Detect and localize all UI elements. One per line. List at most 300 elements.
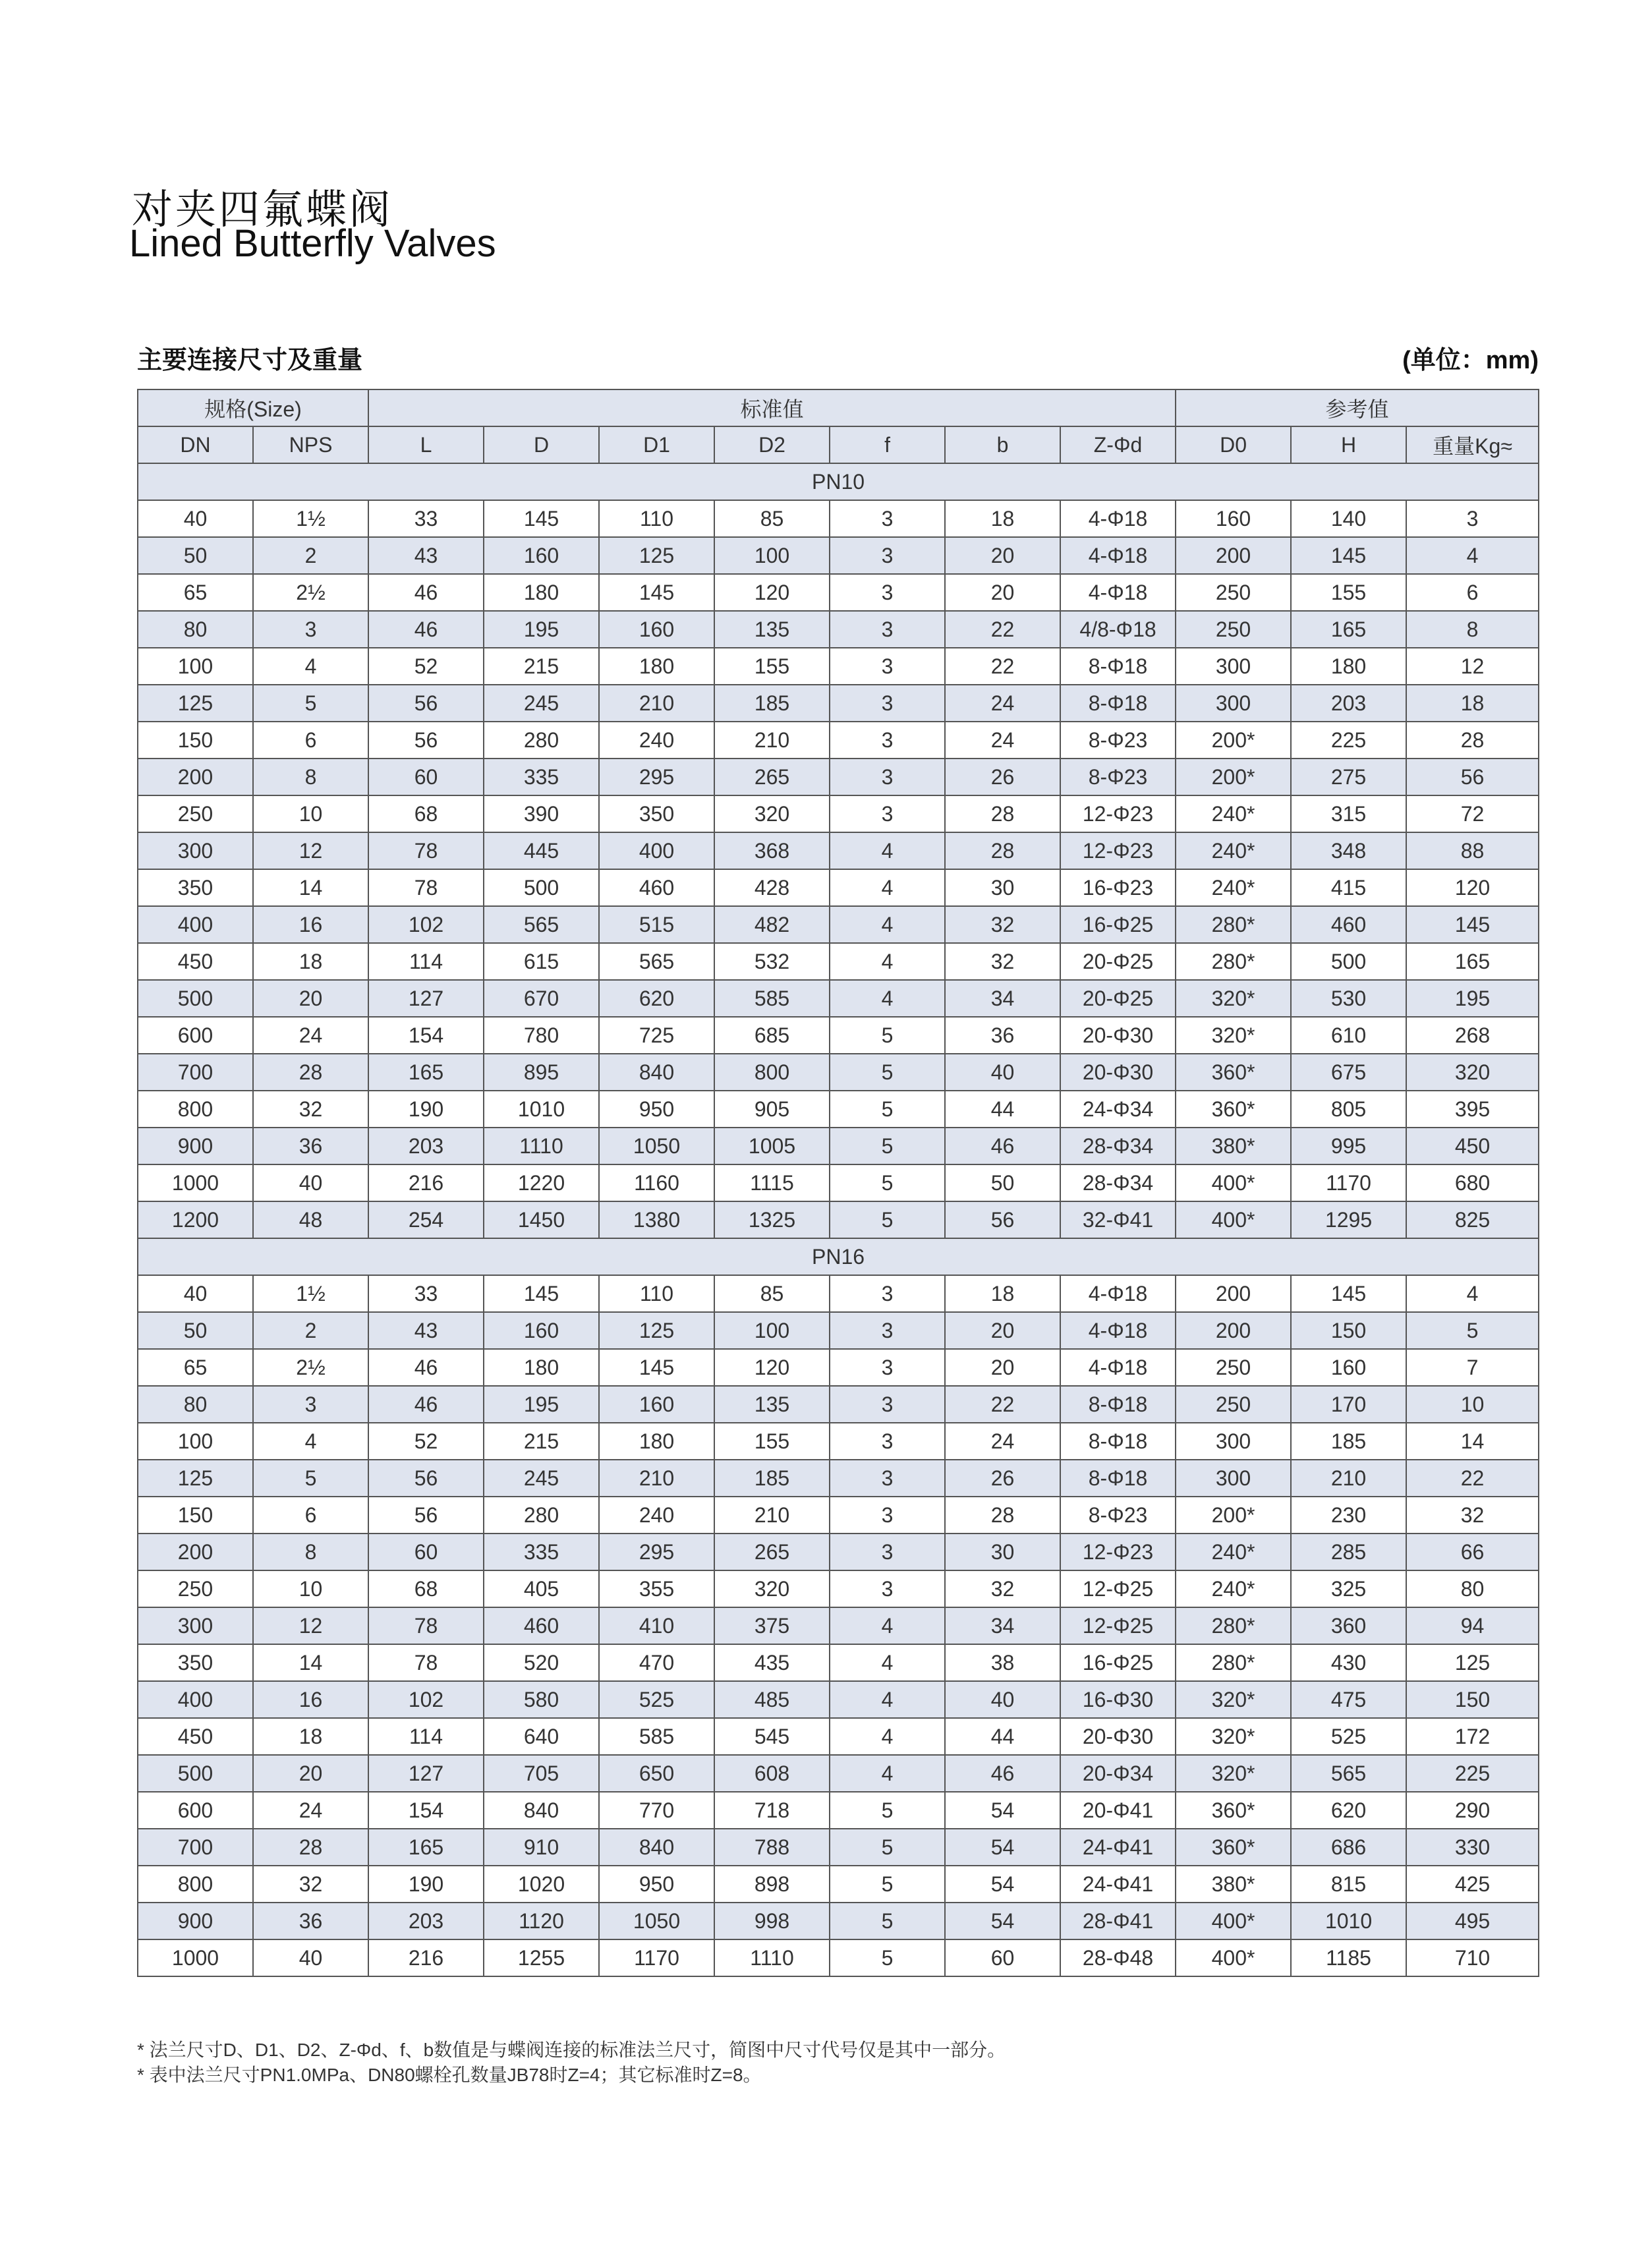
table-row — [138, 1091, 1539, 1128]
table-cell: 240* — [1176, 1570, 1291, 1607]
table-cell: 36 — [945, 1017, 1060, 1054]
table-cell: 6 — [1406, 574, 1539, 611]
table-cell: 100 — [714, 537, 830, 574]
table-cell: 180 — [1291, 648, 1406, 685]
table-cell: 120 — [714, 574, 830, 611]
table-cell: 102 — [368, 906, 484, 943]
table-row — [138, 537, 1539, 574]
table-cell: 8 — [253, 759, 368, 795]
table-cell: 48 — [253, 1201, 368, 1238]
table-cell: 640 — [484, 1718, 599, 1755]
table-cell: 50 — [945, 1164, 1060, 1201]
table-cell: 280 — [484, 722, 599, 759]
table-cell: 998 — [714, 1903, 830, 1939]
table-row — [138, 1386, 1539, 1423]
table-cell: 140 — [1291, 500, 1406, 537]
table-cell: 254 — [368, 1201, 484, 1238]
table-cell: 290 — [1406, 1792, 1539, 1829]
table-cell: 710 — [1406, 1939, 1539, 1976]
table-cell: 320* — [1176, 1755, 1291, 1792]
table-cell: 1120 — [484, 1903, 599, 1939]
table-row — [138, 759, 1539, 795]
table-cell: 425 — [1406, 1866, 1539, 1903]
table-cell: 200* — [1176, 759, 1291, 795]
table-cell: 44 — [945, 1718, 1060, 1755]
table-cell: 770 — [599, 1792, 714, 1829]
table-cell: 78 — [368, 832, 484, 869]
table-cell: 995 — [1291, 1128, 1406, 1164]
table-cell: 380* — [1176, 1866, 1291, 1903]
table-cell: 16-Φ23 — [1060, 869, 1176, 906]
table-cell: 6 — [253, 722, 368, 759]
table-cell: 435 — [714, 1644, 830, 1681]
table-cell: 20-Φ30 — [1060, 1017, 1176, 1054]
table-cell: 1450 — [484, 1201, 599, 1238]
table-cell: 185 — [714, 685, 830, 722]
table-cell: 18 — [1406, 685, 1539, 722]
table-cell: 2½ — [253, 1349, 368, 1386]
table-cell: 450 — [1406, 1128, 1539, 1164]
table-cell: 608 — [714, 1755, 830, 1792]
table-cell: 5 — [830, 1054, 945, 1091]
table-cell: 145 — [484, 500, 599, 537]
table-row — [138, 1423, 1539, 1460]
table-cell: 950 — [599, 1091, 714, 1128]
table-cell: 5 — [253, 1460, 368, 1497]
table-cell: 8-Φ23 — [1060, 1497, 1176, 1534]
table-cell: 275 — [1291, 759, 1406, 795]
table-cell: 203 — [368, 1128, 484, 1164]
table-cell: 80 — [1406, 1570, 1539, 1607]
table-cell: 4 — [830, 1718, 945, 1755]
table-cell: 32-Φ41 — [1060, 1201, 1176, 1238]
table-cell: 1½ — [253, 1275, 368, 1312]
table-cell: 72 — [1406, 795, 1539, 832]
table-cell: 450 — [138, 1718, 253, 1755]
table-cell: 16 — [253, 906, 368, 943]
table-cell: 150 — [1406, 1681, 1539, 1718]
header-reference-group: 参考值 — [1176, 389, 1539, 426]
table-row — [138, 500, 1539, 537]
table-cell: 125 — [599, 537, 714, 574]
table-cell: 8-Φ18 — [1060, 1460, 1176, 1497]
table-cell: 225 — [1291, 722, 1406, 759]
table-cell: 4 — [830, 943, 945, 980]
table-row — [138, 1312, 1539, 1349]
table-row — [138, 1866, 1539, 1903]
table-cell: 145 — [1291, 537, 1406, 574]
table-cell: 165 — [368, 1054, 484, 1091]
table-cell: 1115 — [714, 1164, 830, 1201]
table-cell: 295 — [599, 759, 714, 795]
table-cell: 3 — [830, 1275, 945, 1312]
table-cell: 200 — [1176, 537, 1291, 574]
table-cell: 46 — [945, 1128, 1060, 1164]
table-cell: 8 — [253, 1534, 368, 1570]
table-cell: 240* — [1176, 832, 1291, 869]
table-cell: 8-Φ23 — [1060, 759, 1176, 795]
table-cell: 180 — [599, 648, 714, 685]
table-cell: 40 — [138, 500, 253, 537]
table-row — [138, 832, 1539, 869]
table-cell: 114 — [368, 1718, 484, 1755]
table-cell: 14 — [253, 1644, 368, 1681]
table-cell: 3 — [830, 1349, 945, 1386]
table-cell: 580 — [484, 1681, 599, 1718]
table-cell: 195 — [484, 611, 599, 648]
table-cell: 18 — [945, 1275, 1060, 1312]
table-cell: 145 — [599, 574, 714, 611]
table-cell: 320 — [714, 795, 830, 832]
table-cell: 54 — [945, 1829, 1060, 1866]
table-cell: 4/8-Φ18 — [1060, 611, 1176, 648]
table-cell: 675 — [1291, 1054, 1406, 1091]
table-row — [138, 1939, 1539, 1976]
table-cell: 350 — [599, 795, 714, 832]
table-cell: 33 — [368, 500, 484, 537]
table-row — [138, 574, 1539, 611]
table-cell: 52 — [368, 648, 484, 685]
table-cell: 520 — [484, 1644, 599, 1681]
table-cell: 210 — [714, 1497, 830, 1534]
table-cell: 400 — [138, 906, 253, 943]
table-cell: 840 — [599, 1054, 714, 1091]
header-column-row — [138, 426, 1539, 463]
table-cell: 950 — [599, 1866, 714, 1903]
table-cell: 240* — [1176, 869, 1291, 906]
table-cell: 190 — [368, 1091, 484, 1128]
table-cell: 4-Φ18 — [1060, 537, 1176, 574]
table-cell: 65 — [138, 574, 253, 611]
table-cell: 145 — [1406, 906, 1539, 943]
table-cell: 160 — [484, 1312, 599, 1349]
table-cell: 210 — [599, 1460, 714, 1497]
table-cell: 1050 — [599, 1128, 714, 1164]
table-cell: 1220 — [484, 1164, 599, 1201]
table-cell: 210 — [599, 685, 714, 722]
table-cell: 200* — [1176, 722, 1291, 759]
table-cell: 300 — [1176, 1423, 1291, 1460]
table-cell: 410 — [599, 1607, 714, 1644]
table-cell: 180 — [484, 574, 599, 611]
header-standard-group: 标准值 — [368, 389, 1176, 426]
table-cell: 360 — [1291, 1607, 1406, 1644]
table-cell: 375 — [714, 1607, 830, 1644]
table-cell: 670 — [484, 980, 599, 1017]
table-cell: 686 — [1291, 1829, 1406, 1866]
table-cell: 650 — [599, 1755, 714, 1792]
table-cell: 160 — [484, 537, 599, 574]
table-body — [138, 463, 1539, 1976]
table-cell: 360* — [1176, 1054, 1291, 1091]
table-cell: 530 — [1291, 980, 1406, 1017]
table-cell: 40 — [945, 1054, 1060, 1091]
table-cell: 3 — [830, 1386, 945, 1423]
table-row — [138, 1607, 1539, 1644]
table-cell: 300 — [1176, 648, 1291, 685]
table-cell: 250 — [1176, 574, 1291, 611]
table-cell: 585 — [714, 980, 830, 1017]
table-cell: 50 — [138, 1312, 253, 1349]
table-row — [138, 943, 1539, 980]
table-cell: 5 — [830, 1201, 945, 1238]
table-cell: 5 — [830, 1903, 945, 1939]
table-cell: 26 — [945, 759, 1060, 795]
table-cell: 12-Φ25 — [1060, 1570, 1176, 1607]
table-cell: 1295 — [1291, 1201, 1406, 1238]
table-cell: 32 — [945, 906, 1060, 943]
table-cell: 430 — [1291, 1644, 1406, 1681]
table-row — [138, 1201, 1539, 1238]
table-cell: 5 — [1406, 1312, 1539, 1349]
table-cell: 532 — [714, 943, 830, 980]
table-cell: 360* — [1176, 1091, 1291, 1128]
table-cell: 525 — [1291, 1718, 1406, 1755]
table-cell: 705 — [484, 1755, 599, 1792]
table-cell: 400 — [138, 1681, 253, 1718]
table-cell: 898 — [714, 1866, 830, 1903]
table-cell: 780 — [484, 1017, 599, 1054]
table-cell: 400 — [599, 832, 714, 869]
table-cell: 43 — [368, 1312, 484, 1349]
table-cell: 26 — [945, 1460, 1060, 1497]
table-cell: 150 — [1291, 1312, 1406, 1349]
table-cell: 470 — [599, 1644, 714, 1681]
table-cell: 3 — [830, 611, 945, 648]
table-cell: 43 — [368, 537, 484, 574]
table-cell: 460 — [599, 869, 714, 906]
table-cell: 85 — [714, 500, 830, 537]
table-cell: 1010 — [1291, 1903, 1406, 1939]
table-cell: 2 — [253, 1312, 368, 1349]
table-cell: 250 — [1176, 1349, 1291, 1386]
table-cell: 20-Φ30 — [1060, 1718, 1176, 1755]
table-cell: 160 — [1176, 500, 1291, 537]
table-cell: 20-Φ41 — [1060, 1792, 1176, 1829]
table-cell: 210 — [1291, 1460, 1406, 1497]
table-row — [138, 685, 1539, 722]
table-cell: 24 — [945, 685, 1060, 722]
table-cell: 210 — [714, 722, 830, 759]
table-row — [138, 1349, 1539, 1386]
table-cell: 20-Φ25 — [1060, 980, 1176, 1017]
table-cell: 1000 — [138, 1164, 253, 1201]
table-cell: 355 — [599, 1570, 714, 1607]
table-cell: 320* — [1176, 1681, 1291, 1718]
table-cell: 685 — [714, 1017, 830, 1054]
table-cell: 280* — [1176, 943, 1291, 980]
column-header-d2: D2 — [714, 426, 830, 463]
table-cell: 24-Φ34 — [1060, 1091, 1176, 1128]
table-cell: 1160 — [599, 1164, 714, 1201]
pressure-section-row — [138, 463, 1539, 500]
table-cell: 32 — [253, 1866, 368, 1903]
table-cell: 180 — [599, 1423, 714, 1460]
table-cell: 280* — [1176, 906, 1291, 943]
table-cell: 320* — [1176, 1718, 1291, 1755]
table-cell: 4 — [830, 869, 945, 906]
table-cell: 1325 — [714, 1201, 830, 1238]
table-cell: 52 — [368, 1423, 484, 1460]
table-cell: 250 — [1176, 1386, 1291, 1423]
table-cell: 315 — [1291, 795, 1406, 832]
table-cell: 3 — [830, 1460, 945, 1497]
table-cell: 245 — [484, 1460, 599, 1497]
table-cell: 16-Φ25 — [1060, 906, 1176, 943]
table-cell: 450 — [138, 943, 253, 980]
table-cell: 5 — [830, 1829, 945, 1866]
table-cell: 154 — [368, 1017, 484, 1054]
table-cell: 216 — [368, 1939, 484, 1976]
table-cell: 20 — [253, 980, 368, 1017]
table-cell: 190 — [368, 1866, 484, 1903]
table-cell: 3 — [830, 1423, 945, 1460]
table-cell: 240 — [599, 722, 714, 759]
table-cell: 3 — [830, 537, 945, 574]
table-cell: 12-Φ23 — [1060, 832, 1176, 869]
table-cell: 5 — [830, 1939, 945, 1976]
table-cell: 400* — [1176, 1903, 1291, 1939]
table-cell: 395 — [1406, 1091, 1539, 1128]
table-cell: 18 — [253, 1718, 368, 1755]
table-cell: 110 — [599, 500, 714, 537]
table-cell: 40 — [138, 1275, 253, 1312]
table-cell: 20 — [945, 574, 1060, 611]
table-cell: 46 — [368, 611, 484, 648]
table-cell: 1170 — [1291, 1164, 1406, 1201]
table-cell: 44 — [945, 1091, 1060, 1128]
table-cell: 500 — [1291, 943, 1406, 980]
table-cell: 54 — [945, 1792, 1060, 1829]
table-cell: 1380 — [599, 1201, 714, 1238]
table-cell: 4 — [830, 1607, 945, 1644]
table-cell: 12 — [253, 832, 368, 869]
table-cell: 46 — [368, 574, 484, 611]
table-cell: 18 — [945, 500, 1060, 537]
table-cell: 145 — [599, 1349, 714, 1386]
table-cell: 94 — [1406, 1607, 1539, 1644]
table-cell: 905 — [714, 1091, 830, 1128]
column-header-z-phi-d: Z-Φd — [1060, 426, 1176, 463]
table-cell: 20-Φ34 — [1060, 1755, 1176, 1792]
table-cell: 320 — [1406, 1054, 1539, 1091]
footnote-1: * 法兰尺寸D、D1、D2、Z-Φd、f、b数值是与蝶阀连接的标准法兰尺寸，简图中尺寸代号仅是其中一部分。 — [137, 2040, 1006, 2060]
table-cell: 10 — [253, 1570, 368, 1607]
table-row — [138, 1644, 1539, 1681]
table-cell: 825 — [1406, 1201, 1539, 1238]
table-cell: 910 — [484, 1829, 599, 1866]
table-cell: 22 — [945, 611, 1060, 648]
table-cell: 66 — [1406, 1534, 1539, 1570]
table-cell: 20 — [945, 537, 1060, 574]
table-cell: 1½ — [253, 500, 368, 537]
table-cell: 160 — [1291, 1349, 1406, 1386]
table-cell: 170 — [1291, 1386, 1406, 1423]
table-cell: 320* — [1176, 1017, 1291, 1054]
table-cell: 840 — [599, 1829, 714, 1866]
table-row — [138, 869, 1539, 906]
table-cell: 46 — [368, 1349, 484, 1386]
table-cell: 250 — [138, 795, 253, 832]
table-cell: 7 — [1406, 1349, 1539, 1386]
table-cell: 165 — [1291, 611, 1406, 648]
table-cell: 3 — [830, 1570, 945, 1607]
table-cell: 5 — [830, 1792, 945, 1829]
table-cell: 3 — [253, 611, 368, 648]
table-cell: 46 — [945, 1755, 1060, 1792]
table-row — [138, 611, 1539, 648]
footnote-2: * 表中法兰尺寸PN1.0MPa、DN80螺栓孔数量JB78时Z=4；其它标准时Z=8。 — [137, 2065, 762, 2085]
table-cell: 1010 — [484, 1091, 599, 1128]
table-cell: 600 — [138, 1017, 253, 1054]
table-cell: 200 — [1176, 1275, 1291, 1312]
table-cell: 5 — [830, 1017, 945, 1054]
table-cell: 4-Φ18 — [1060, 574, 1176, 611]
table-row — [138, 1128, 1539, 1164]
table-row — [138, 1460, 1539, 1497]
table-cell: 400* — [1176, 1201, 1291, 1238]
table-cell: 56 — [368, 1497, 484, 1534]
table-cell: 16-Φ25 — [1060, 1644, 1176, 1681]
table-cell: 3 — [830, 1497, 945, 1534]
table-cell: 165 — [1406, 943, 1539, 980]
table-cell: 545 — [714, 1718, 830, 1755]
table-cell: 8 — [1406, 611, 1539, 648]
column-header-h: H — [1291, 426, 1406, 463]
table-cell: 4 — [830, 980, 945, 1017]
table-cell: 280 — [484, 1497, 599, 1534]
page-title-english: Lined Butterfly Valves — [129, 222, 496, 265]
table-cell: 368 — [714, 832, 830, 869]
table-cell: 350 — [138, 1644, 253, 1681]
table-cell: 24 — [945, 1423, 1060, 1460]
table-cell: 335 — [484, 1534, 599, 1570]
table-cell: 22 — [945, 1386, 1060, 1423]
table-cell: 4 — [830, 1755, 945, 1792]
table-cell: 32 — [945, 1570, 1060, 1607]
table-cell: 125 — [1406, 1644, 1539, 1681]
table-cell: 245 — [484, 685, 599, 722]
table-cell: 172 — [1406, 1718, 1539, 1755]
table-cell: 4 — [830, 1681, 945, 1718]
table-cell: 16 — [253, 1681, 368, 1718]
table-cell: 265 — [714, 759, 830, 795]
table-cell: 40 — [253, 1939, 368, 1976]
table-cell: 150 — [138, 1497, 253, 1534]
table-cell: 895 — [484, 1054, 599, 1091]
column-header-b: b — [945, 426, 1060, 463]
column-header-dn: DN — [138, 426, 253, 463]
table-row — [138, 795, 1539, 832]
table-cell: 28 — [253, 1829, 368, 1866]
table-row — [138, 1755, 1539, 1792]
table-cell: 85 — [714, 1275, 830, 1312]
table-cell: 268 — [1406, 1017, 1539, 1054]
table-cell: 390 — [484, 795, 599, 832]
table-cell: 20 — [253, 1755, 368, 1792]
table-cell: 180 — [484, 1349, 599, 1386]
table-cell: 230 — [1291, 1497, 1406, 1534]
table-cell: 3 — [1406, 500, 1539, 537]
table-cell: 280* — [1176, 1644, 1291, 1681]
column-header-d: D — [484, 426, 599, 463]
table-cell: 460 — [1291, 906, 1406, 943]
table-cell: 28 — [945, 1497, 1060, 1534]
table-cell: 348 — [1291, 832, 1406, 869]
table-cell: 155 — [714, 648, 830, 685]
table-cell: 155 — [1291, 574, 1406, 611]
table-cell: 3 — [830, 648, 945, 685]
